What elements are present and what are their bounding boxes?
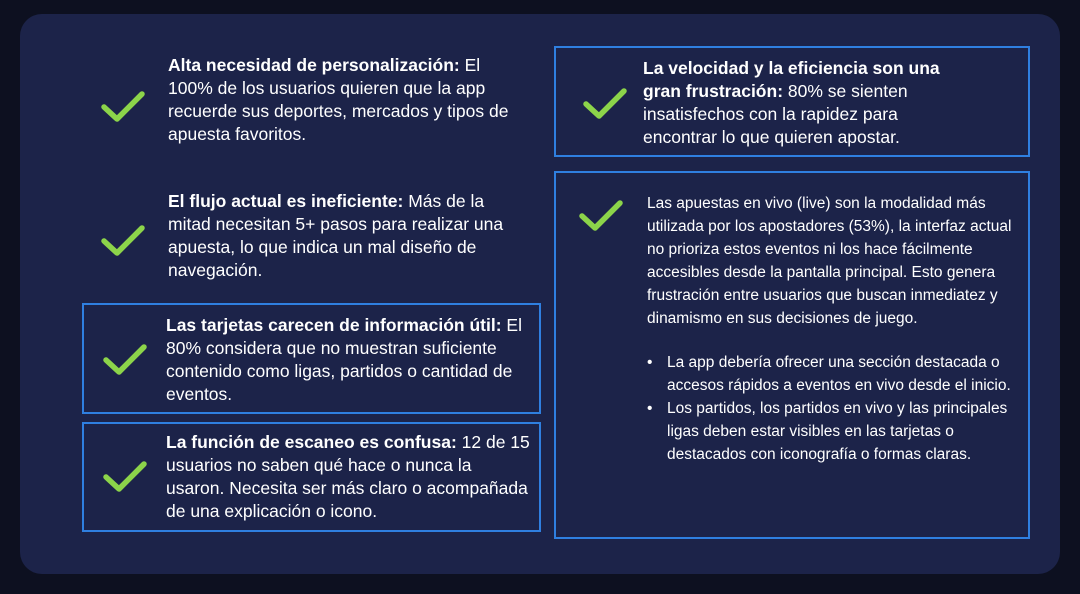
insight-inefficient-flow: [82, 184, 542, 294]
recommendation-item: [647, 351, 1015, 397]
insight-title: Las tarjetas carecen de información útil:: [166, 315, 502, 335]
insight-title: Alta necesidad de personalización:: [168, 55, 460, 75]
insight-text: [647, 192, 1015, 466]
check-icon: [100, 224, 146, 258]
insight-text: [643, 57, 963, 149]
insight-text: [166, 431, 531, 523]
insight-body: El 80% considera que no muestran suficiente contenido como ligas, partidos o cantidad de eventos.: [166, 315, 522, 404]
insight-text: [166, 314, 531, 406]
insight-body: 80% se sienten insatisfechos con la rapidez para encontrar lo que quieren apostar.: [643, 81, 908, 147]
recommendation-list: [647, 351, 1015, 466]
insight-title: La velocidad y la eficiencia son una gran frustración:: [643, 58, 940, 101]
recommendation-text: La app debería ofrecer una sección destacada o accesos rápidos a eventos en vivo desde el inicio.: [667, 354, 1011, 394]
check-icon: [102, 343, 148, 377]
bullet-icon: •: [647, 354, 653, 371]
insight-body: Más de la mitad necesitan 5+ pasos para realizar una apuesta, lo que indica un mal diseño de navegación.: [168, 191, 504, 280]
insight-personalization: [82, 48, 542, 158]
insight-live-bets: [554, 171, 1030, 539]
insight-title: La función de escaneo es confusa:: [166, 432, 457, 452]
insight-text: [168, 54, 518, 146]
check-icon: [578, 199, 624, 233]
insight-scan-feature: [82, 422, 541, 532]
insight-paragraph: Las apuestas en vivo (live) son la modalidad más utilizada por los apostadores (53%), la interfaz actual no prioriza estos eventos ni los hace fácilmente accesibles desde la pantalla principal. Esto genera frustración entre usuarios que buscan inmediatez y dinamismo en sus decisiones de juego.: [647, 195, 1012, 327]
insight-title: El flujo actual es ineficiente:: [168, 191, 404, 211]
insight-text: [168, 190, 508, 282]
insights-panel: [20, 14, 1060, 574]
bullet-icon: •: [647, 400, 653, 417]
insight-body: 12 de 15 usuarios no saben qué hace o nunca la usaron. Necesita ser más claro o acompañada de una explicación o icono.: [166, 432, 530, 521]
check-icon: [582, 87, 628, 121]
check-icon: [102, 460, 148, 494]
recommendation-item: [647, 397, 1015, 466]
insight-speed-efficiency: [554, 46, 1030, 157]
check-icon: [100, 90, 146, 124]
recommendation-text: Los partidos, los partidos en vivo y las principales ligas deben estar visibles en las tarjetas o destacados con iconografía o formas claras.: [667, 400, 1008, 463]
insight-body: El 100% de los usuarios quieren que la app recuerde sus deportes, mercados y tipos de apuesta favoritos.: [168, 55, 509, 144]
insight-cards-info: [82, 303, 541, 414]
